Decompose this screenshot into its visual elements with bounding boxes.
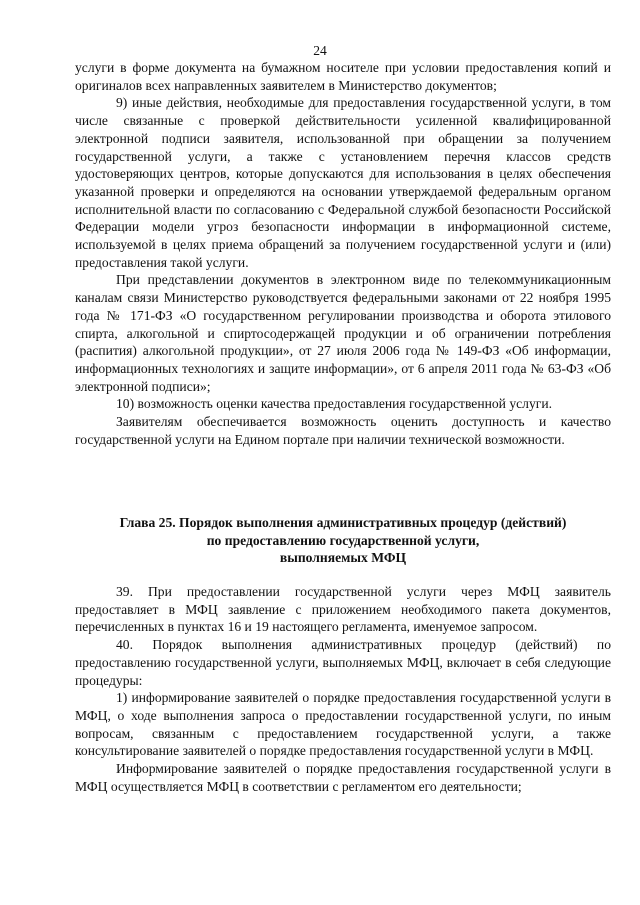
paragraph-electronic-docs: При представлении документов в электронном виде по телекоммуникационным каналам связи Министерство руководствуется федеральными законами от 22 ноября 1995 года № 171-ФЗ «О государственном регулировании производства и оборота этилового спирта, алкогольной и спиртосодержащей продукции и об ограничении потребления (распития) алкогольной продукции», от 27 июля 2006 года № 149-ФЗ «Об информации, информационных технологиях и защите информации», от 6 апреля 2011 года № 63-ФЗ «Об электронной подписи»;	[75, 272, 611, 394]
paragraph-continuation: услуги в форме документа на бумажном носителе при условии предоставления копий и оригиналов всех направленных заявителем в Министерство документов;	[75, 60, 611, 93]
paragraph-39: 39. При предоставлении государственной услуги через МФЦ заявитель предоставляет в МФЦ заявление с приложением необходимого пакета документов, перечисленных в пунктах 16 и 19 настоящего регламента, именуемое запросом.	[75, 584, 611, 635]
paragraph-item-10: 10) возможность оценки качества предоставления государственной услуги.	[116, 396, 553, 412]
body-text-upper	[75, 59, 611, 448]
chapter-heading-line3: выполняемых МФЦ	[279, 550, 407, 566]
paragraph-40: 40. Порядок выполнения административных процедур (действий) по предоставлению государственной услуги, выполняемых МФЦ, включает в себя следующие процедуры:	[75, 637, 611, 688]
paragraph-quality-assessment: Заявителям обеспечивается возможность оценить доступность и качество государственной услуги на Едином портале при наличии технической возможности.	[75, 414, 611, 447]
chapter-heading-line2: по предоставлению государственной услуги,	[206, 532, 480, 548]
body-text-lower	[75, 583, 611, 795]
chapter-heading-line1: Глава 25. Порядок выполнения административных процедур (действий)	[119, 515, 567, 530]
paragraph-40-item-1: 1) информирование заявителей о порядке предоставления государственной услуги в МФЦ, о ходе выполнения запроса о предоставлении государственной услуги, по иным вопросам, связанным с предоставлением государственной услуги, а также консультирование заявителей о порядке предоставления государственной услуги в МФЦ.	[75, 690, 611, 759]
paragraph-informing: Информирование заявителей о порядке предоставления государственной услуги в МФЦ осуществляется МФЦ в соответствии с регламентом его деятельности;	[75, 761, 611, 794]
page-number: 24	[313, 43, 327, 58]
chapter-heading	[75, 514, 611, 567]
paragraph-item-9: 9) иные действия, необходимые для предоставления государственной услуги, в том числе связанные с проверкой действительности усиленной квалифицированной электронной подписи заявителя, использованной при обращении за получением государственной услуги, а также с установлением перечня классов средств удостоверяющих центров, которые допускаются для использования в целях обеспечения указанной проверки и определяются на основании утверждаемой федеральным органом исполнительной власти по согласованию с Федеральной службой безопасности Российской Федерации модели угроз безопасности информации в информационной системе, используемой в целях приема обращений за получением государственной услуги и (или) предоставления такой услуги.	[75, 95, 611, 270]
